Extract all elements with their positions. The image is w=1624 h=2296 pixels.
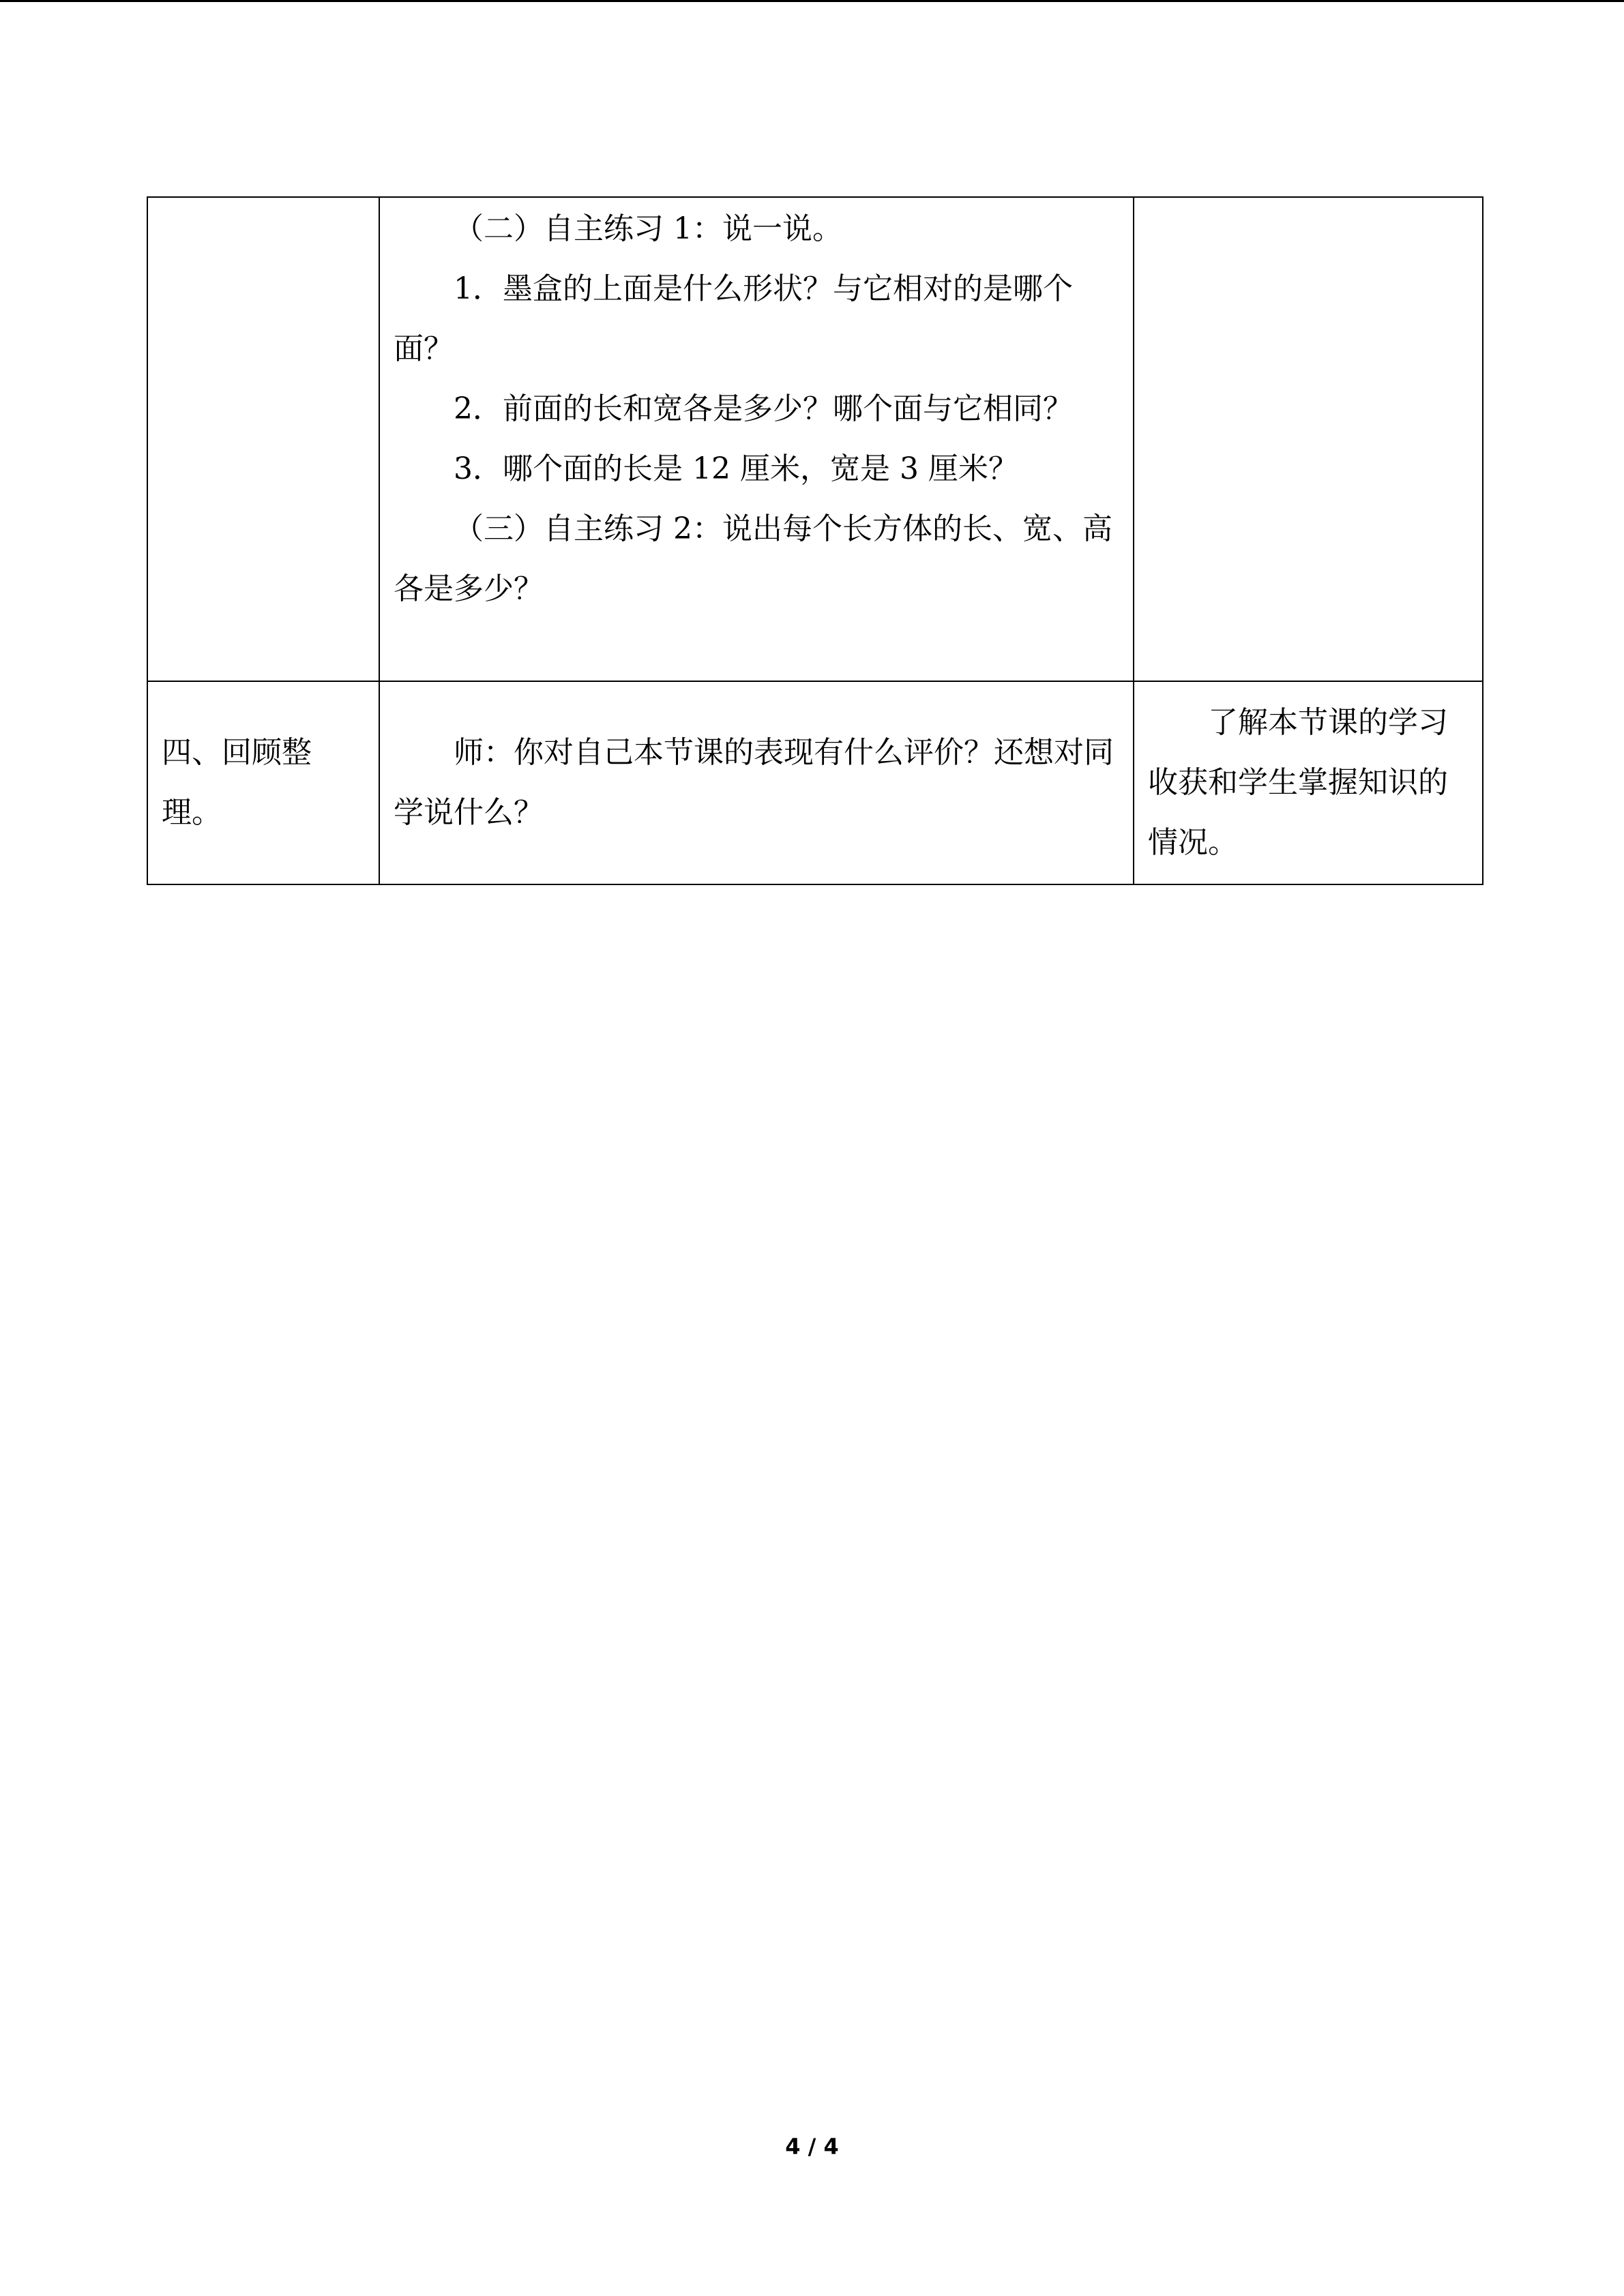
intent-cell bbox=[1134, 681, 1483, 884]
table-row bbox=[147, 681, 1483, 884]
stage-cell bbox=[147, 197, 379, 681]
review-prompt: 师：你对自己本节课的表现有什么评价？还想对同学说什么？ bbox=[394, 735, 1114, 830]
question-1: 1．墨盒的上面是什么形状？与它相对的是哪个面？ bbox=[394, 271, 1073, 366]
top-border-line bbox=[0, 0, 1624, 2]
question-3: 3．哪个面的长是 12 厘米，宽是 3 厘米？ bbox=[454, 451, 1018, 486]
page-number: 4 / 4 bbox=[785, 2134, 839, 2160]
activity-cell bbox=[379, 681, 1134, 884]
practice-2-heading: （三）自主练习 2：说出每个长方体的长、宽、高各是多少？ bbox=[394, 511, 1112, 606]
lesson-plan-table bbox=[147, 196, 1483, 885]
stage-cell bbox=[147, 681, 379, 884]
practice-1-heading: （二）自主练习 1：说一说。 bbox=[454, 211, 842, 246]
intent-cell bbox=[1134, 197, 1483, 681]
question-2: 2．前面的长和宽各是多少？哪个面与它相同？ bbox=[454, 391, 1073, 426]
table-row bbox=[147, 197, 1483, 681]
activity-cell bbox=[379, 197, 1134, 681]
stage-text: 四、回顾整理。 bbox=[162, 735, 312, 830]
intent-text: 了解本节课的学习收获和学生掌握知识的情况。 bbox=[1148, 705, 1448, 860]
